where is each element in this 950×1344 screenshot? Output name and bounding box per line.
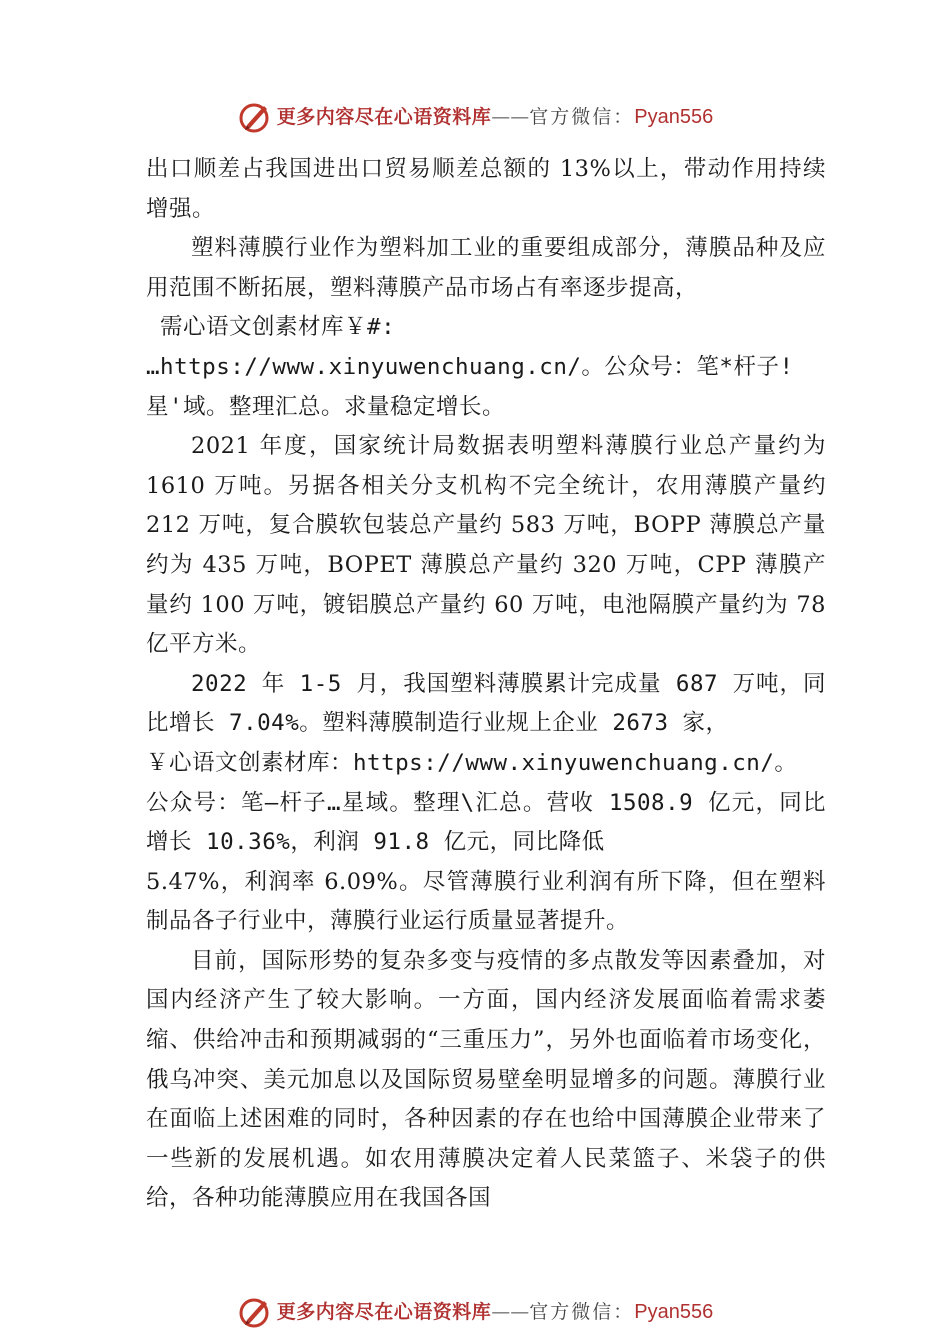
footer-banner — [0, 1294, 950, 1330]
watermark-line: 星'域。整理汇总。求量稳定增长。 — [146, 393, 506, 420]
document-body — [146, 150, 826, 1219]
paragraph: 5.47%，利润率 6.09%。尽管薄膜行业利润有所下降，但在塑料制品各子行业中，薄膜行业运行质量显著提升。 — [146, 868, 826, 935]
paragraph: 公众号：笔—杆子…星域。整理\汇总。营收 1508.9 亿元，同比增长 10.36%，利润 91.8 亿元，同比降低 — [146, 789, 826, 856]
banner-dash: —— — [491, 1301, 530, 1323]
banner-slogan: 更多内容尽在心语资料库 — [276, 1301, 492, 1323]
watermark-line: ￥心语文创素材库：https://www.xinyuwenchuang.cn/。 — [146, 749, 798, 776]
pen-logo-icon — [237, 99, 273, 135]
paragraph: 塑料薄膜行业作为塑料加工业的重要组成部分，薄膜品种及应用范围不断拓展，塑料薄膜产品市场占有率逐步提高， — [146, 235, 826, 301]
watermark-line: 需心语文创素材库￥#: — [146, 314, 396, 341]
paragraph: 出口顺差占我国进出口贸易顺差总额的 13%以上，带动作用持续增强。 — [146, 156, 826, 222]
paragraph: 目前，国际形势的复杂多变与疫情的多点散发等因素叠加，对国内经济产生了较大影响。一方面，国内经济发展面临着需求萎缩、供给冲击和预期减弱的“三重压力”，另外也面临着市场变化，俄乌冲突、美元加息以及国际贸易壁垒明显增多的问题。薄膜行业在面临上述困难的同时，各种因素的存在也给中国薄膜企业带来了一些新的发展机遇。如农用薄膜决定着人民菜篮子、米袋子的供给，各种功能薄膜应用在我国各国 — [146, 947, 826, 1212]
banner-slogan: 更多内容尽在心语资料库 — [276, 106, 492, 128]
paragraph: 2021 年度，国家统计局数据表明塑料薄膜行业总产量约为 1610 万吨。另据各相关分支机构不完全统计，农用薄膜产量约 212 万吨，复合膜软包装总产量约 583 万吨，BOPP 薄膜总产量约为 435 万吨，BOPET 薄膜总产量约 320 万吨，CPP 薄膜产量约 100 万吨，镀铝膜总产量约 60 万吨，电池隔膜产量约为 78 亿平方米。 — [146, 433, 826, 658]
banner-wechat-id: Pyan556 — [634, 106, 714, 128]
pen-logo-icon — [237, 1294, 273, 1330]
paragraph: 2022 年 1-5 月，我国塑料薄膜累计完成量 687 万吨，同比增长 7.04%。塑料薄膜制造行业规上企业 2673 家， — [146, 670, 826, 737]
header-banner — [0, 99, 950, 135]
banner-wechat-label: 官方微信： — [529, 106, 635, 128]
banner-wechat-id: Pyan556 — [634, 1301, 714, 1323]
banner-wechat-label: 官方微信： — [529, 1301, 635, 1323]
watermark-line: …https://www.xinyuwenchuang.cn/。公众号：笔*杆子! — [146, 353, 794, 380]
banner-dash: —— — [491, 106, 530, 128]
